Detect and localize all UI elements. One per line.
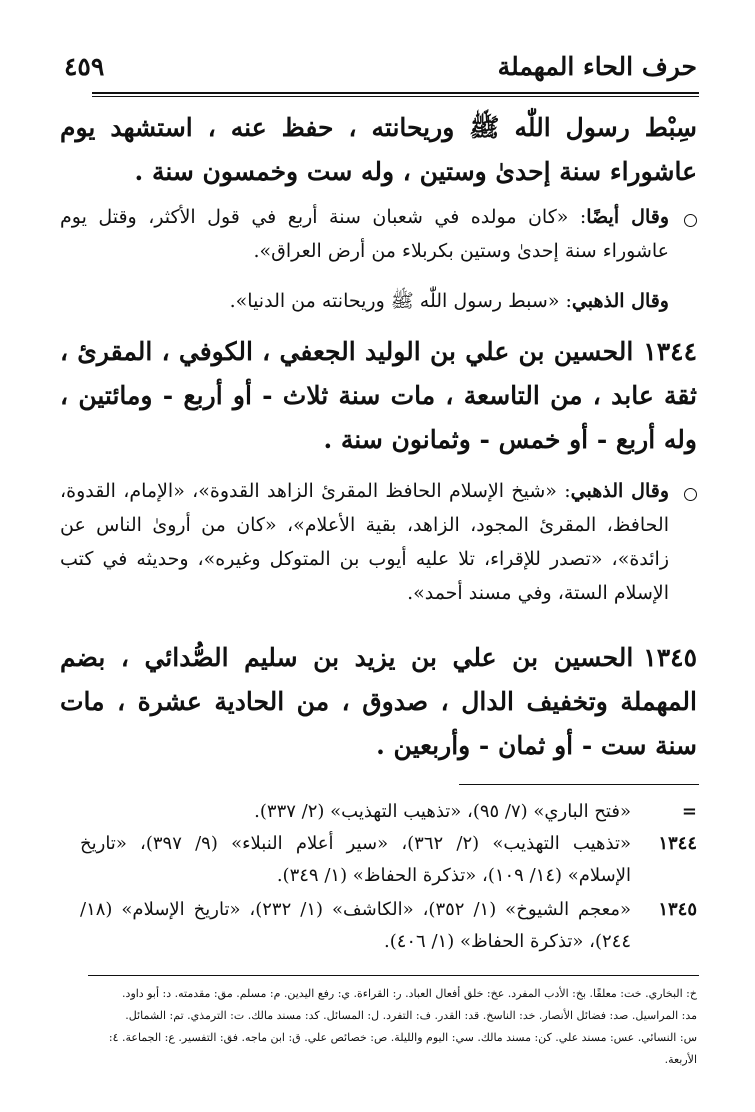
header-rule-thin [92,96,699,97]
footnote-text: «تذهيب التهذيب» (٢/ ٣٦٢)، «سير أعلام النبلاء» (٩/ ٣٩٧)، «تاريخ الإسلام» (١٤/ ١٠٩)، «تذكرة الحفاظ» (١/ ٣٤٩). [80,833,632,886]
footnote-rule [459,784,699,785]
footnote [80,796,697,828]
entry-number: ١٣٤٤ [643,337,697,366]
footnote-number: ١٣٤٥ [658,899,697,920]
note-block [60,474,697,610]
footnote-text: «معجم الشيوخ» (١/ ٣٥٢)، «الكاشف» (١/ ٢٣٢)، «تاريخ الإسلام» (١٨/ ٢٤٤)، «تذكرة الحفاظ» (١/ ٤٠٦). [80,899,631,952]
entry-text: الحسين بن علي بن الوليد الجعفي ، الكوفي ، المقرئ ، ثقة عابد ، من التاسعة ، مات سنة ثلاث - أو أربع - ومائتين ، وله أربع - أو خمس - وثمانون سنة . [60,337,697,454]
footnote [80,894,697,958]
legend-line: س: النسائي. عس: مسند علي. كن: مسند مالك. سي: اليوم والليلة. ص: خصائص علي. ق: ابن ماجه. فق: التفسير. ع: الجماعة. ٤: الأربعة. [108,1031,697,1066]
footnote-number: ١٣٤٤ [658,833,697,854]
entry-continuation-paragraph: سِبْط رسول اللّٰه ﷺ وريحانته ، حفظ عنه ، استشهد يوم عاشوراء سنة إحدىٰ وستين ، وله ست وخمسون سنة . [60,113,697,186]
footnote-text: «فتح الباري» (٧/ ٩٥)، «تذهيب التهذيب» (٢/ ٣٣٧). [254,801,631,822]
entry-1344 [60,330,697,462]
entry-text: الحسين بن علي بن يزيد بن سليم الصُّدائي ، بضم المهملة وتخفيف الدال ، صدوق ، من الحادية عشرة ، مات سنة ست - أو ثمان - وأربعين . [60,643,697,760]
note-label: وقال الذهبي [571,290,669,312]
page-number: ٤٥٩ [64,52,105,81]
entry-1345 [60,636,697,768]
note-block [60,200,697,268]
abbreviation-legend [88,983,697,1071]
note-text: : «شيخ الإسلام الحافظ المقرئ الزاهد القدوة»، «الإمام، القدوة، الحافظ، المقرئ المجود، الزاهد، بقية الأعلام»، «كان من أروىٰ الناس عن زائدة»، «تصدر للإقراء، تلا عليه أيوب بن المتوكل وغيره»، وحديثه في كتب الإسلام الستة، وفي مسند أحمد». [60,480,669,604]
note-label: وقال أيضًا [586,206,669,228]
legend-rule [88,975,699,976]
note-text: : «كان مولده في شعبان سنة أربع في قول الأكثر، وقتل يوم عاشوراء سنة إحدىٰ وستين بكربلاء من أرض العراق». [60,206,669,262]
bullet-circle-icon [684,214,697,227]
header-rule [92,92,699,94]
legend-line: خ: البخاري. خت: معلقًا. بخ: الأدب المفرد. عخ: خلق أفعال العباد. ر: القراءة. ي: رفع اليدين. م: مسلم. مق: مقدمته. د: أبو داود. [122,987,697,1000]
bullet-circle-icon [684,488,697,501]
note-block [60,284,697,318]
note-text: : «سبط رسول اللّٰه ﷺ وريحانته من الدنيا». [229,290,572,312]
note-label: وقال الذهبي [570,480,669,502]
entry-number: ١٣٤٥ [643,643,697,672]
footnote [80,828,697,892]
running-header-title: حرف الحاء المهملة [497,52,697,81]
footnote-number: = [681,801,697,822]
legend-line: مد: المراسيل. صد: فضائل الأنصار. خد: الناسخ. قد: القدر. ف: التفرد. ل: المسائل. كد: مسند مالك. ت: الترمذي. تم: الشمائل. [125,1009,697,1022]
